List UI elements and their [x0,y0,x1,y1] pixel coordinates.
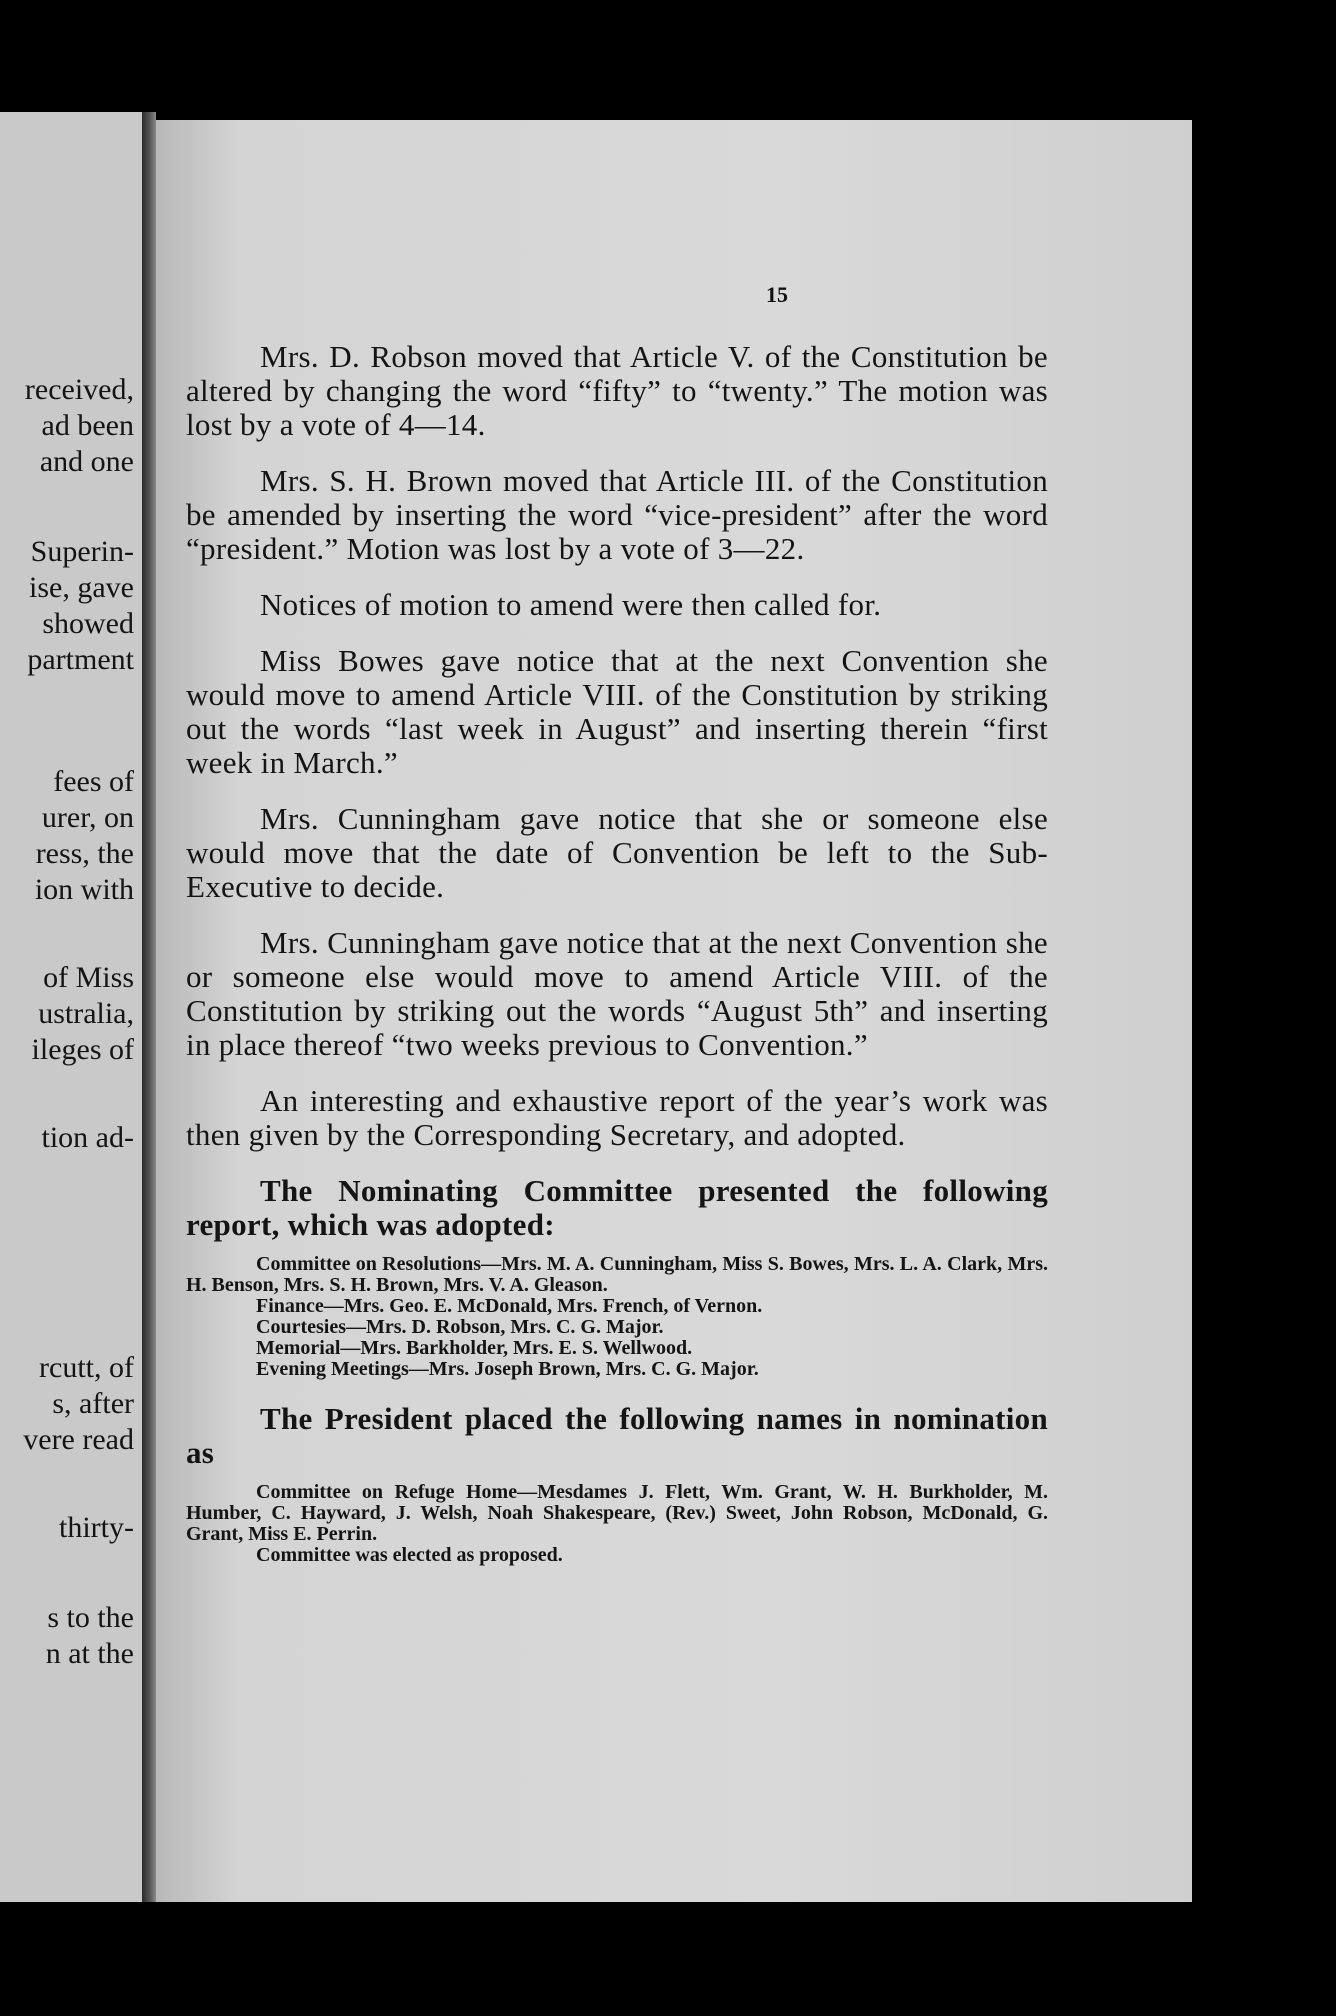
paragraph-notices: Notices of motion to amend were then called for. [260,587,882,622]
left-page-fragment: ress, the [35,837,134,870]
paragraph-nominating-committee: The Nominating Committee presented the following report, which was adopted: [186,1173,1048,1242]
left-page-fragment: tion ad- [41,1121,134,1154]
paragraph-cunningham-article-viii: Mrs. Cunningham gave notice that at the next Convention she or someone else would move to amend Article VIII. of the Constitution by striking out the words “August 5th” and inserting in place thereof “two weeks previous to Convention.” [186,925,1048,1062]
left-page-fragment: received, [24,373,134,406]
left-page-fragment: Superin- [30,535,134,568]
left-page-fragment: rcutt, of [39,1351,134,1384]
paragraph-president-nomination: The President placed the following names in nomination as [186,1401,1048,1470]
committee-elected-note: Committee was elected as proposed. [256,1544,563,1566]
left-page-fragment: and one [39,445,134,478]
committee-evening-meetings: Evening Meetings—Mrs. Joseph Brown, Mrs. C. G. Major. [256,1358,759,1380]
left-page-fragment: showed [42,607,134,640]
paragraph-secretary-report: An interesting and exhaustive report of the year’s work was then given by the Corresponding Secretary, and adopted. [186,1083,1048,1152]
left-facing-page [0,112,142,1902]
committee-list [186,1254,1048,1380]
left-page-fragment: n at the [45,1637,134,1670]
committee-resolutions: Committee on Resolutions—Mrs. M. A. Cunningham, Miss S. Bowes, Mrs. L. A. Clark, Mrs. H. Benson, Mrs. S. H. Brown, Mrs. V. A. Gleason. [186,1253,1048,1296]
left-page-fragment: urer, on [41,801,134,834]
committee-memorial: Memorial—Mrs. Barkholder, Mrs. E. S. Wellwood. [256,1337,693,1359]
left-page-fragment: ustralia, [38,997,134,1030]
paragraph-article-v: Mrs. D. Robson moved that Article V. of the Constitution be altered by changing the word “fifty” to “twenty.” The motion was lost by a vote of 4—14. [186,339,1048,442]
left-page-fragment: ise, gave [29,571,134,604]
paragraph-cunningham-date: Mrs. Cunningham gave notice that she or someone else would move that the date of Convention be left to the Sub-Executive to decide. [186,801,1048,904]
left-page-fragment: ileges of [31,1033,134,1066]
left-page-fragment: vere read [23,1423,134,1456]
left-page-fragment: ad been [41,409,134,442]
left-page-fragment: s to the [47,1601,134,1634]
left-page-fragment: s, after [52,1387,134,1420]
left-page-fragment: fees of [53,765,134,798]
left-page-fragment: partment [27,643,134,676]
page-number-text: 15 [766,282,788,307]
committee-finance: Finance—Mrs. Geo. E. McDonald, Mrs. French, of Vernon. [256,1295,763,1317]
refuge-home-committee [186,1482,1048,1566]
book-gutter [142,112,156,1902]
refuge-home-members: Committee on Refuge Home—Mesdames J. Flett, Wm. Grant, W. H. Burkholder, M. Humber, C. Hayward, J. Welsh, Noah Shakespeare, (Rev.) Sweet, John Robson, McDonald, G. Grant, Miss E. Perrin. [186,1481,1048,1545]
left-page-fragment: ion with [34,873,134,906]
left-page-fragment: thirty- [59,1511,134,1544]
committee-courtesies: Courtesies—Mrs. D. Robson, Mrs. C. G. Major. [256,1316,664,1338]
paragraph-article-iii: Mrs. S. H. Brown moved that Article III. of the Constitution be amended by inserting the word “vice-president” after the word “president.” Motion was lost by a vote of 3—22. [186,463,1048,566]
paragraph-bowes-notice: Miss Bowes gave notice that at the next Convention she would move to amend Article VIII. of the Constitution by striking out the words “last week in August” and inserting therein “first week in March.” [186,643,1048,780]
left-page-fragment: of Miss [43,961,134,994]
text-column [186,340,1048,1566]
page-number [766,282,796,307]
